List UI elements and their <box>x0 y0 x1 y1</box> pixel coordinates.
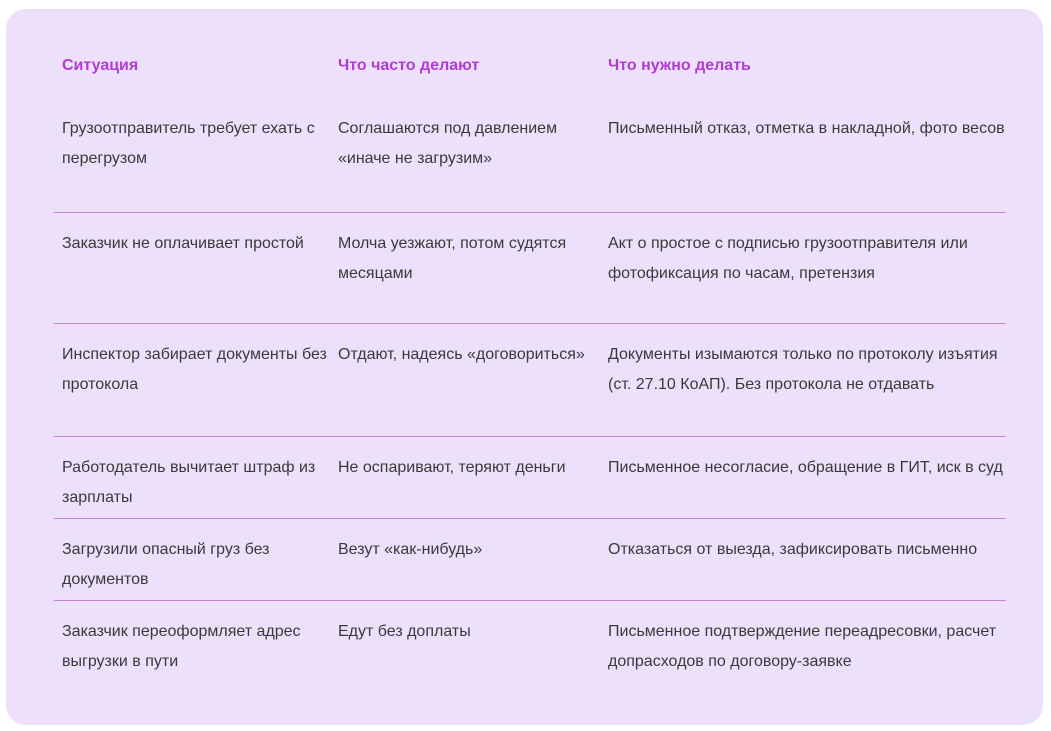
table-row <box>54 519 1006 601</box>
table-row <box>54 324 1006 437</box>
cell-situation: Заказчик переоформляет адрес выгрузки в пути <box>62 623 301 670</box>
header-situation: Ситуация <box>62 57 139 74</box>
table-row <box>54 437 1006 519</box>
cell-should-do: Документы изымаются только по протоколу изъятия (ст. 27.10 КоАП). Без протокола не отдавать <box>608 346 998 393</box>
cell-should-do: Отказаться от выезда, зафиксировать письменно <box>608 541 978 558</box>
situations-table <box>6 9 1043 725</box>
cell-situation: Заказчик не оплачивает простой <box>62 235 304 252</box>
cell-often-done: Не оспаривают, теряют деньги <box>338 459 566 476</box>
cell-situation: Грузоотправитель требует ехать с перегрузом <box>62 120 315 167</box>
cell-often-done: Молча уезжают, потом судятся месяцами <box>338 235 567 282</box>
cell-should-do: Акт о простое с подписью грузоотправителя или фотофиксация по часам, претензия <box>608 235 968 282</box>
table-header <box>54 9 1006 98</box>
cell-often-done: Соглашаются под давлением «иначе не загрузим» <box>338 120 558 167</box>
table-row <box>54 601 1006 711</box>
cell-should-do: Письменный отказ, отметка в накладной, фото весов <box>608 120 1005 137</box>
table-row <box>54 98 1006 213</box>
header-often-done: Что часто делают <box>338 57 480 74</box>
cell-should-do: Письменное подтверждение переадресовки, расчет допрасходов по договору-заявке <box>608 623 997 670</box>
header-should-do: Что нужно делать <box>608 57 751 74</box>
cell-often-done: Везут «как-нибудь» <box>338 541 483 558</box>
table-row <box>54 213 1006 324</box>
cell-often-done: Отдают, надеясь «договориться» <box>338 346 585 363</box>
cell-situation: Загрузили опасный груз без документов <box>62 541 270 588</box>
cell-often-done: Едут без доплаты <box>338 623 471 640</box>
cell-should-do: Письменное несогласие, обращение в ГИТ, иск в суд <box>608 459 1003 476</box>
cell-situation: Работодатель вычитает штраф из зарплаты <box>62 459 316 506</box>
cell-situation: Инспектор забирает документы без протокола <box>62 346 327 393</box>
